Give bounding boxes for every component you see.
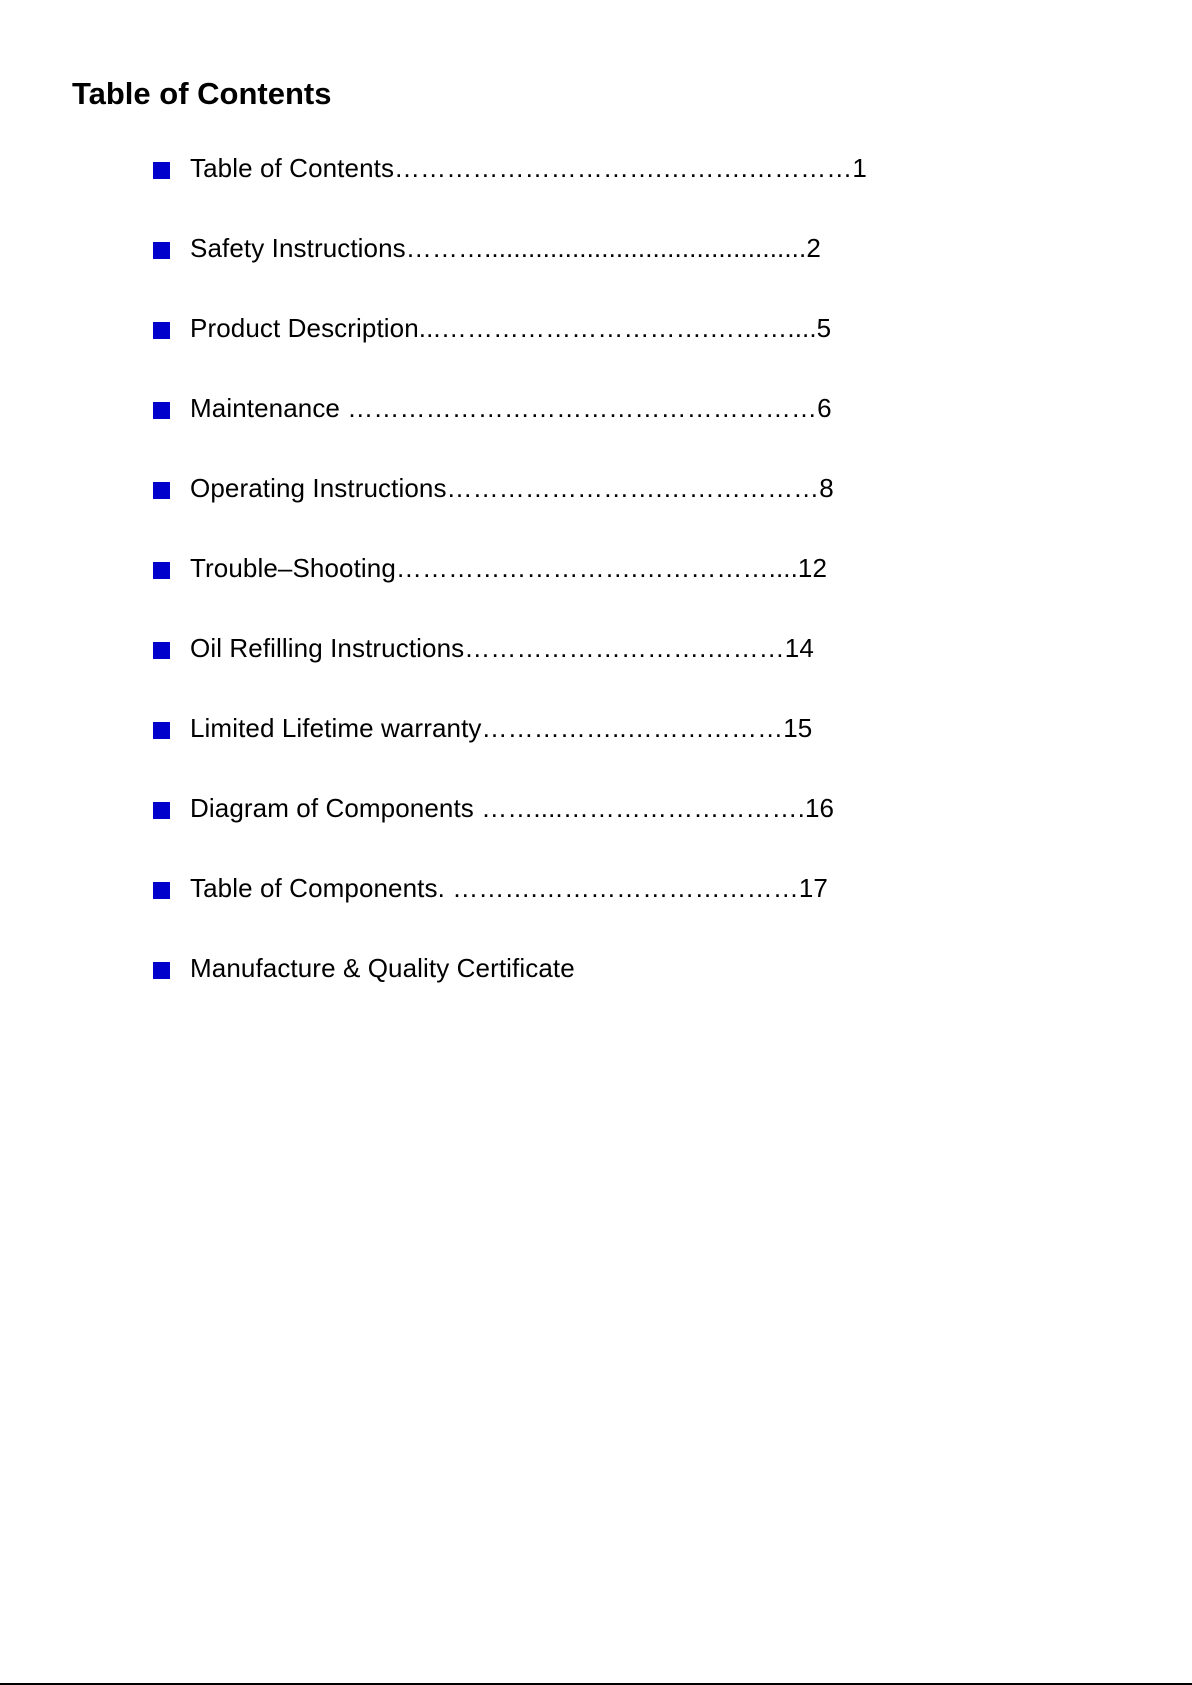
page-title: Table of Contents bbox=[72, 76, 332, 111]
bullet-square-icon bbox=[153, 642, 170, 659]
toc-item[interactable] bbox=[153, 148, 867, 228]
toc-entry-label: Oil Refilling Instructions……………………….………14 bbox=[190, 633, 814, 663]
toc-item[interactable] bbox=[153, 628, 867, 708]
toc-entry-label: Trouble–Shooting……………………….……………....12 bbox=[190, 553, 828, 583]
toc-item[interactable] bbox=[153, 788, 867, 868]
toc-entry-label: Manufacture & Quality Certificate bbox=[190, 953, 575, 983]
bullet-square-icon bbox=[153, 482, 170, 499]
toc-list bbox=[153, 148, 867, 1028]
bullet-square-icon bbox=[153, 722, 170, 739]
toc-item[interactable] bbox=[153, 708, 867, 788]
toc-entry-label: Safety Instructions………............................................2 bbox=[190, 233, 821, 263]
bullet-square-icon bbox=[153, 162, 170, 179]
toc-item[interactable] bbox=[153, 308, 867, 388]
bullet-square-icon bbox=[153, 962, 170, 979]
toc-entry-label: Table of Contents………………………….……….…………1 bbox=[190, 153, 867, 183]
toc-item[interactable] bbox=[153, 468, 867, 548]
toc-item[interactable] bbox=[153, 228, 867, 308]
bullet-square-icon bbox=[153, 882, 170, 899]
toc-entry-label: Diagram of Components ……....……………………….16 bbox=[190, 793, 835, 823]
toc-item[interactable] bbox=[153, 388, 867, 468]
toc-item[interactable] bbox=[153, 948, 867, 1028]
toc-entry-label: Maintenance ………………………………………………6 bbox=[190, 393, 832, 423]
bullet-square-icon bbox=[153, 322, 170, 339]
toc-entry-label: Table of Components. ……….…………………………17 bbox=[190, 873, 828, 903]
bullet-square-icon bbox=[153, 802, 170, 819]
bullet-square-icon bbox=[153, 402, 170, 419]
toc-entry-label: Product Description...………………………….………....5 bbox=[190, 313, 832, 343]
toc-entry-label: Limited Lifetime warranty……………..………………15 bbox=[190, 713, 813, 743]
toc-item[interactable] bbox=[153, 868, 867, 948]
bullet-square-icon bbox=[153, 242, 170, 259]
bullet-square-icon bbox=[153, 562, 170, 579]
toc-entry-label: Operating Instructions…………………….………………8 bbox=[190, 473, 834, 503]
toc-item[interactable] bbox=[153, 548, 867, 628]
